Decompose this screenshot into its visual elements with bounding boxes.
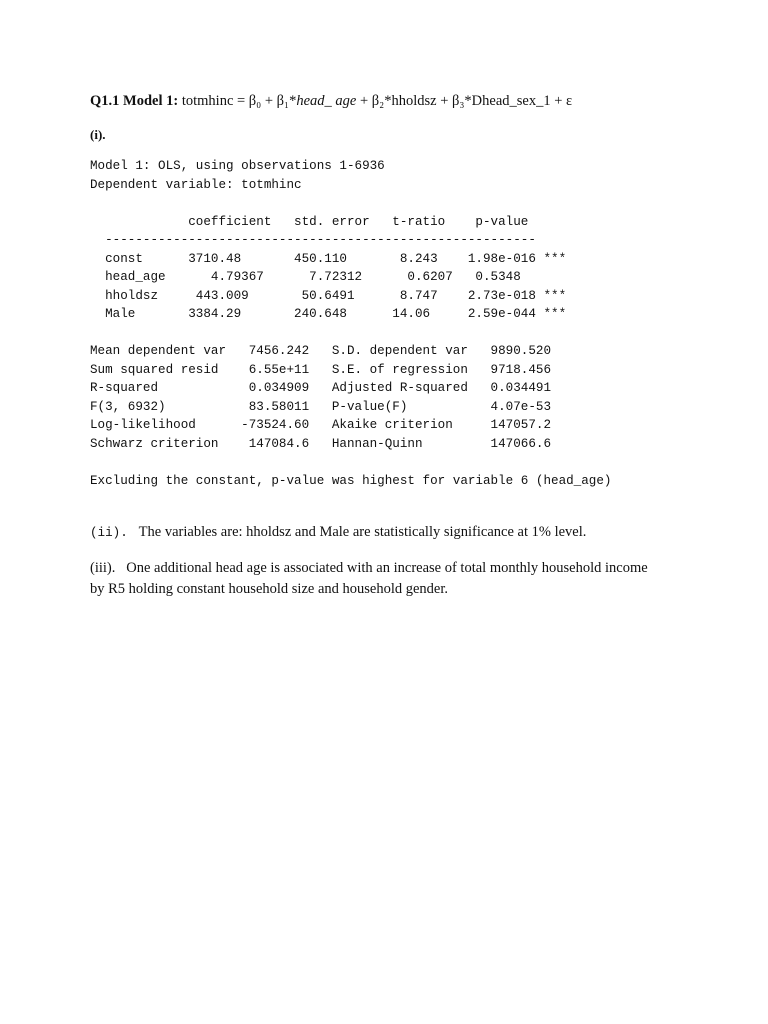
output-line <box>90 324 611 343</box>
answer-ii-label: (ii). <box>90 526 128 540</box>
output-line: Sum squared resid 6.55e+11 S.E. of regression 9718.456 <box>90 362 552 377</box>
equation-italic-term: head_ age <box>296 93 357 109</box>
output-line: F(3, 6932) 83.58011 P-value(F) 4.07e-53 <box>90 399 552 414</box>
output-line: head_age 4.79367 7.72312 0.6207 0.5348 <box>90 270 521 284</box>
output-line: hholdsz 443.009 50.6491 8.747 2.73e-018 *** <box>90 288 567 303</box>
answer-ii <box>90 524 690 541</box>
answer-iii-text-line2: by R5 holding constant household size and household gender. <box>90 581 449 597</box>
answer-iii-text-line1: One additional head age is associated with an increase of total monthly household income <box>126 560 648 576</box>
output-line: coefficient std. error t-ratio p-value <box>90 214 529 229</box>
output-line <box>90 194 611 213</box>
answer-ii-text: The variables are: hholdsz and Male are statistically significance at 1% level. <box>138 524 587 540</box>
output-line: Model 1: OLS, using observations 1-6936 <box>90 159 385 173</box>
output-line: --------------------------------------------------------- <box>90 233 536 247</box>
answer-iii <box>90 558 690 600</box>
question-label: Q1.1 Model 1: <box>90 93 179 109</box>
output-line: Log-likelihood -73524.60 Akaike criterion 147057.2 <box>90 418 552 432</box>
equation-prefix: totmhinc = β₀ + β₁* <box>181 93 297 109</box>
equation-suffix: + β₂*hholdsz + β₃*Dhead_sex_1 + ε <box>356 93 573 109</box>
output-line: const 3710.48 450.110 8.243 1.98e-016 *** <box>90 251 567 266</box>
output-line: Dependent variable: totmhinc <box>90 177 302 192</box>
output-line: Mean dependent var 7456.242 S.D. dependent var 9890.520 <box>90 344 552 358</box>
output-line: Excluding the constant, p-value was highest for variable 6 (head_age) <box>90 473 612 488</box>
regression-output <box>90 157 611 490</box>
question-heading <box>90 93 572 110</box>
part-i-label: (i). <box>90 127 106 142</box>
output-line: R-squared 0.034909 Adjusted R-squared 0.034491 <box>90 381 552 395</box>
output-line: Male 3384.29 240.648 14.06 2.59e-044 *** <box>90 307 567 321</box>
answer-iii-label: (iii). <box>90 560 116 576</box>
output-line <box>90 453 611 472</box>
output-line: Schwarz criterion 147084.6 Hannan-Quinn 147066.6 <box>90 436 552 451</box>
